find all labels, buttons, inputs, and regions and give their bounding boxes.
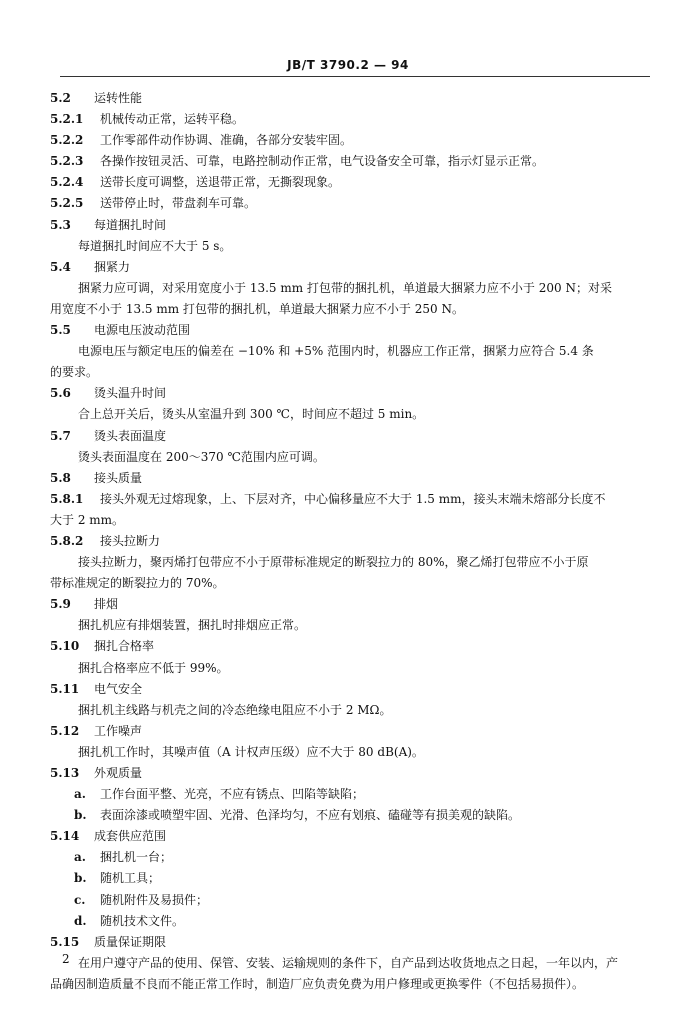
section-number: 5.12 [50,723,80,738]
clause-text: 工作零部件动作协调、准确，各部分安装牢固。 [100,133,353,148]
list-item-text: 表面涂漆或喷塑牢固、光滑、色泽均匀，不应有划痕、磕碰等有损美观的缺陷。 [100,808,521,823]
section-number: 5.11 [50,681,80,696]
clause-number: 5.2.5 [50,196,84,211]
paragraph-line: 捆扎机主线路与机壳之间的冷态绝缘电阻应不小于 2 MΩ。 [78,702,392,717]
list-item-text: 随机技术文件。 [100,913,185,928]
clause-text: 送带长度可调整，送退带正常，无撕裂现象。 [100,175,341,190]
clause-line [50,172,652,193]
clause-text: 接头外观无过熔现象，上、下层对齐，中心偏移量应不大于 1.5 mm，接头末端未熔部分长度不 [100,491,606,506]
list-item-text: 随机附件及易损件； [100,892,209,907]
standard-code-header: JB/T 3790.2 — 94 [287,58,409,72]
section-number: 5.15 [50,934,80,949]
section-heading [50,594,652,615]
paragraph-line: 捆扎合格率应不低于 99%。 [78,660,229,675]
section-heading [50,679,652,700]
clause-text: 送带停止时，带盘刹车可靠。 [100,196,257,211]
paragraph-line: 在用户遵守产品的使用、保管、安装、运输规则的条件下，自产品到达收货地点之日起，一年以内，产 [78,955,619,970]
list-marker: b. [74,808,87,823]
clause-text: 各操作按钮灵活、可靠，电路控制动作正常，电气设备安全可靠，指示灯显示正常。 [100,154,545,169]
section-number: 5.13 [50,766,80,780]
section-title: 电气安全 [94,681,143,696]
section-heading [50,932,652,953]
section-number: 5.10 [50,639,80,654]
clause-number: 5.8.1 [50,491,84,506]
list-item [50,911,652,932]
clause-number: 5.2.2 [50,133,84,148]
paragraph-line: 捆紧力应可调，对采用宽度小于 13.5 mm 打包带的捆扎机，单道最大捆紧力应不小于 200 N；对采 [78,280,612,295]
list-item [50,868,652,889]
section-heading [50,88,652,109]
paragraph-line: 品确因制造质量不良而不能正常工作时，制造厂应负责免费为用户修理或更换零件（不包括易损件）。 [50,976,585,991]
list-marker: b. [74,871,87,886]
paragraph-line: 大于 2 mm。 [50,512,125,527]
list-marker: c. [74,892,86,907]
document-body [50,88,652,995]
list-item [50,847,652,868]
clause-text: 接头拉断力 [100,533,161,548]
paragraph-line: 接头拉断力，聚丙烯打包带应不小于原带标准规定的断裂拉力的 80%，聚乙烯打包带应不小于原 [78,555,589,570]
section-heading [50,721,652,742]
section-title: 每道捆扎时间 [94,217,167,232]
section-title: 运转性能 [94,91,143,105]
section-number: 5.2 [50,91,71,105]
list-item [50,784,652,805]
section-title: 质量保证期限 [94,934,167,949]
paragraph-line: 烫头表面温度在 200～370 ℃范围内应可调。 [78,449,325,464]
section-title: 接头质量 [94,470,143,485]
section-heading [50,636,652,657]
paragraph-line: 用宽度不小于 13.5 mm 打包带的捆扎机，单道最大捆紧力应不小于 250 N。 [50,301,464,316]
clause-line [50,531,652,552]
section-title: 捆扎合格率 [94,639,155,654]
paragraph-line: 捆扎机应有排烟装置，捆扎时排烟应正常。 [78,618,307,633]
clause-line [50,130,652,151]
list-item-text: 工作台面平整、光亮，不应有锈点、凹陷等缺陷； [100,787,365,802]
list-item-text: 捆扎机一台； [100,850,173,865]
section-heading [50,763,652,784]
section-title: 烫头表面温度 [94,428,167,443]
clause-number: 5.2.1 [50,112,84,127]
section-title: 工作噪声 [94,723,143,738]
section-heading [50,257,652,278]
page-number: 2 [62,952,70,966]
section-number: 5.5 [50,323,71,338]
list-item [50,805,652,826]
clause-number: 5.2.3 [50,154,84,169]
section-number: 5.6 [50,386,71,401]
section-title: 成套供应范围 [94,829,167,844]
section-heading [50,468,652,489]
section-number: 5.4 [50,259,71,274]
section-title: 外观质量 [94,766,143,780]
section-heading [50,215,652,236]
paragraph-line: 带标准规定的断裂拉力的 70%。 [50,576,225,591]
section-title: 电源电压波动范围 [94,323,191,338]
header-divider [60,76,650,77]
clause-line [50,109,652,130]
paragraph-line: 合上总开关后，烫头从室温升到 300 ℃，时间应不超过 5 min。 [78,407,425,422]
clause-number: 5.8.2 [50,533,84,548]
list-marker: a. [74,787,86,802]
section-title: 排烟 [94,597,119,612]
list-item [50,890,652,911]
section-title: 捆紧力 [94,259,131,274]
list-marker: d. [74,913,87,928]
paragraph-line: 的要求。 [50,365,99,380]
section-number: 5.9 [50,597,71,612]
section-heading [50,426,652,447]
section-number: 5.14 [50,829,80,844]
section-title: 烫头温升时间 [94,386,167,401]
paragraph-line: 捆扎机工作时，其噪声值（A 计权声压级）应不大于 80 dB(A)。 [78,744,424,759]
clause-line [50,193,652,214]
list-marker: a. [74,850,86,865]
clause-number: 5.2.4 [50,175,84,190]
list-item-text: 随机工具； [100,871,161,886]
section-heading [50,320,652,341]
section-heading [50,383,652,404]
paragraph-line: 每道捆扎时间应不大于 5 s。 [78,238,232,253]
section-number: 5.3 [50,217,71,232]
paragraph-line: 电源电压与额定电压的偏差在 −10% 和 +5% 范围内时，机器应工作正常，捆紧力应符合 5.4 条 [78,344,594,359]
clause-line [50,489,652,510]
section-heading [50,826,652,847]
clause-line [50,151,652,172]
clause-text: 机械传动正常，运转平稳。 [100,112,245,127]
section-number: 5.8 [50,470,71,485]
section-number: 5.7 [50,428,71,443]
